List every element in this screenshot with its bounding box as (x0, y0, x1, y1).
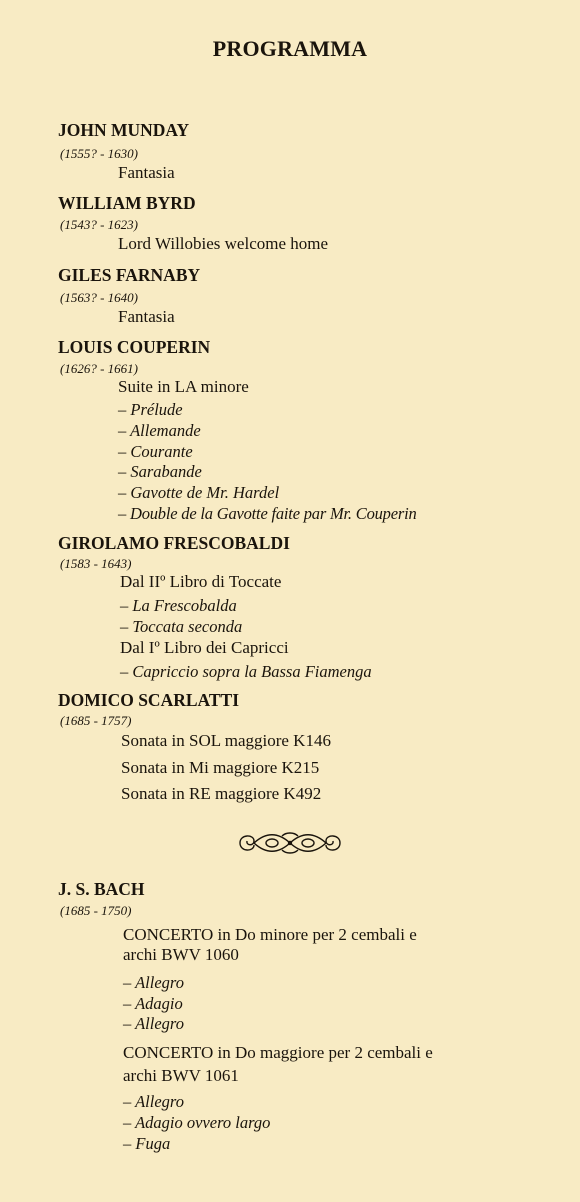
movement: – Gavotte de Mr. Hardel (118, 483, 280, 502)
scroll-ornament-icon (236, 828, 344, 863)
composer-name: DOMICO SCARLATTI (58, 690, 240, 710)
page-title: PROGRAMMA (212, 36, 368, 61)
piece-title: archi BWV 1061 (123, 1066, 239, 1085)
composer-name: WILLIAM BYRD (58, 193, 196, 213)
composer-name: J. S. BACH (58, 879, 145, 899)
composer-name: LOUIS COUPERIN (58, 337, 211, 357)
piece-title: Dal IIº Libro di Toccate (120, 572, 282, 591)
movement: – Adagio (123, 994, 183, 1013)
movement: – Double de la Gavotte faite par Mr. Couperin (118, 504, 417, 523)
movement: – Allegro (123, 973, 184, 992)
movement: – Allegro (123, 1014, 184, 1033)
movement: – Toccata seconda (120, 617, 243, 636)
piece-title: Sonata in RE maggiore K492 (121, 784, 322, 803)
composer-name: GIROLAMO FRESCOBALDI (58, 533, 290, 553)
movement: – Fuga (123, 1134, 171, 1153)
piece-title: CONCERTO in Do minore per 2 cembali e (123, 925, 417, 944)
movement: – Allemande (118, 421, 201, 440)
piece-title: archi BWV 1060 (123, 945, 239, 964)
composer-dates: (1555? - 1630) (60, 146, 138, 161)
composer-dates: (1685 - 1757) (60, 713, 132, 728)
piece-title: Lord Willobies welcome home (118, 234, 329, 253)
movement: – La Frescobalda (120, 596, 237, 615)
composer-dates: (1685 - 1750) (60, 903, 132, 918)
piece-title: CONCERTO in Do maggiore per 2 cembali e (123, 1043, 433, 1062)
composer-name: JOHN MUNDAY (58, 120, 190, 140)
composer-name: GILES FARNABY (58, 265, 201, 285)
piece-title: Sonata in SOL maggiore K146 (121, 731, 331, 750)
movement: – Sarabande (118, 462, 202, 481)
piece-title: Fantasia (118, 307, 175, 326)
composer-dates: (1626? - 1661) (60, 361, 138, 376)
piece-title: Fantasia (118, 163, 175, 182)
composer-dates: (1543? - 1623) (60, 217, 138, 232)
piece-title: Sonata in Mi maggiore K215 (121, 758, 320, 777)
piece-title: Dal Iº Libro dei Capricci (120, 638, 289, 657)
movement: – Allegro (123, 1092, 184, 1111)
movement: – Prélude (118, 400, 183, 419)
piece-title: Suite in LA minore (118, 377, 249, 396)
composer-dates: (1583 - 1643) (60, 556, 132, 571)
movement: – Capriccio sopra la Bassa Fiamenga (120, 662, 372, 681)
composer-dates: (1563? - 1640) (60, 290, 138, 305)
movement: – Adagio ovvero largo (123, 1113, 271, 1132)
movement: – Courante (118, 442, 193, 461)
